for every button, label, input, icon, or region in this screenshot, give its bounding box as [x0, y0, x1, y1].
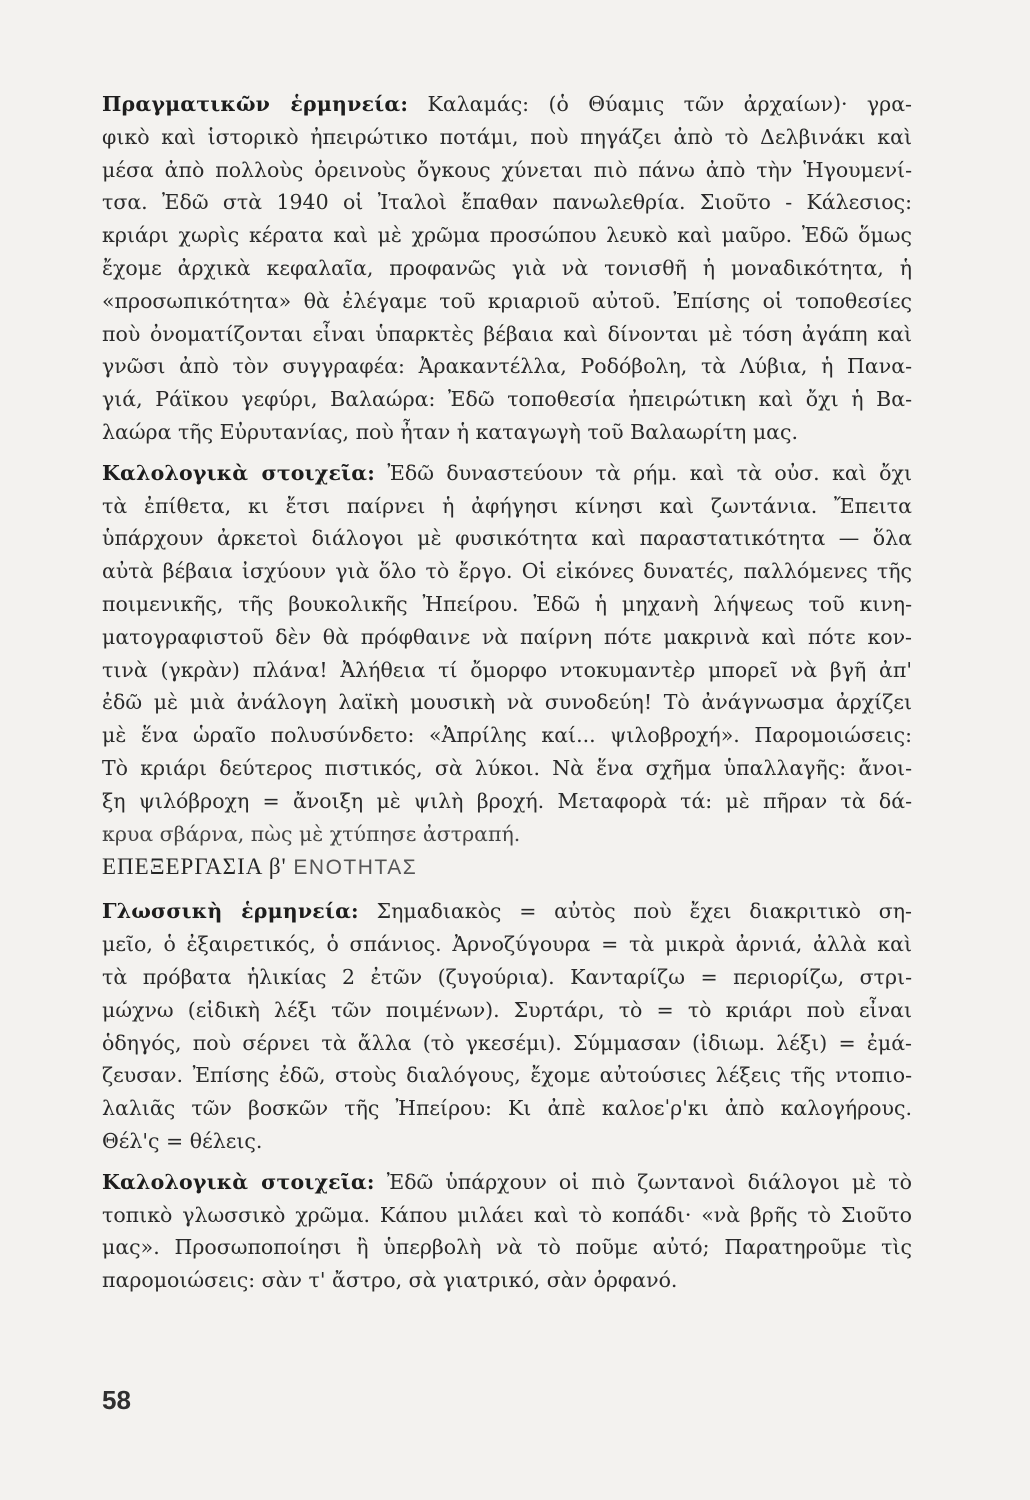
- text-line: Γλωσσικὴ ἑρμηνεία: Σημαδιακὸς = αὐτὸς ποὺ ἔχει διακριτικὸ ση-: [102, 899, 912, 924]
- section-glossiki-ermineia: [102, 895, 912, 1157]
- text-line: ποὺ ὀνοματίζονται εἶναι ὑπαρκτὲς βέβαια καὶ δίνονται μὲ τόση ἀγάπη καὶ: [102, 321, 912, 346]
- text-line: ὑπάρχουν ἀρκετοὶ διάλογοι μὲ φυσικότητα καὶ παραστατικότητα — ὅλα: [102, 526, 912, 551]
- heading-faint: ΕΝΟΤΗΤΑΣ: [293, 856, 418, 880]
- text-line: τὰ πρόβατα ἡλικίας 2 ἐτῶν (ζυγούρια). Κανταρίζω = περιορίζω, στρι-: [102, 964, 912, 989]
- text-line: μεῖο, ὁ ἐξαιρετικός, ὁ σπάνιος. Ἀρνοζύγουρα = τὰ μικρὰ ἀρνιά, ἀλλὰ καὶ: [102, 932, 912, 957]
- text-line: κριάρι χωρὶς κέρατα καὶ μὲ χρῶμα προσώπου λευκὸ καὶ μαῦρο. Ἐδῶ ὅμως: [102, 223, 912, 248]
- text-line: ἐδῶ μὲ μιὰ ἀνάλογη λαϊκὴ μουσικὴ νὰ συνοδεύη! Τὸ ἀνάγνωσμα ἀρχίζει: [102, 690, 912, 715]
- text-line: μας». Προσωποποίησι ἢ ὑπερβολὴ νὰ τὸ ποῦμε αὐτό; Παρατηροῦμε τὶς: [102, 1235, 912, 1260]
- text-line: τὰ ἐπίθετα, κι ἔτσι παίρνει ἡ ἀφήγησι κίνησι καὶ ζωντάνια. Ἔπειτα: [102, 493, 912, 518]
- heading-main: ΕΠΕΞΕΡΓΑΣΙΑ β': [102, 854, 287, 880]
- section-label: Πραγματικῶν ἑρμηνεία:: [102, 92, 409, 116]
- text-line: μώχνω (εἰδικὴ λέξι τῶν ποιμένων). Συρτάρι, τὸ = τὸ κριάρι ποὺ εἶναι: [102, 997, 912, 1022]
- section-label: Γλωσσικὴ ἑρμηνεία:: [102, 899, 359, 924]
- text-line: Θέλ'ς = θέλεις.: [102, 1128, 263, 1153]
- text-line: μέσα ἀπὸ πολλοὺς ὀρεινοὺς ὄγκους χύνεται πιὸ πάνω ἀπὸ τὴν Ἡγουμενί-: [102, 157, 912, 182]
- text-line: παρομοιώσεις: σὰν τ' ἄστρο, σὰ γιατρικό, σὰν ὀρφανό.: [102, 1268, 678, 1293]
- section-label: Καλολογικὰ στοιχεῖα:: [102, 460, 376, 485]
- text-line: «προσωπικότητα» θὰ ἐλέγαμε τοῦ κριαριοῦ αὐτοῦ. Ἐπίσης οἱ τοποθεσίες: [102, 288, 912, 313]
- section-label: Καλολογικὰ στοιχεῖα:: [102, 1169, 375, 1194]
- page-number: 58: [102, 1385, 131, 1415]
- page-content: [102, 88, 912, 1297]
- text-line: ξη ψιλόβροχη = ἄνοιξη μὲ ψιλὴ βροχή. Μεταφορὰ τά: μὲ πῆραν τὰ δά-: [102, 788, 912, 813]
- section-kalologika-stoixeia-1: [102, 457, 912, 851]
- text-line: Τὸ κριάρι δεύτερος πιστικός, σὰ λύκοι. Νὰ ἕνα σχῆμα ὑπαλλαγῆς: ἄνοι-: [102, 755, 912, 780]
- text-line: Καλολογικὰ στοιχεῖα: Ἐδῶ ὑπάρχουν οἱ πιὸ ζωντανοὶ διάλογοι μὲ τὸ: [102, 1169, 912, 1194]
- section-pragmatikon-ermineia: [102, 88, 912, 449]
- text-line: τοπικὸ γλωσσικὸ χρῶμα. Κάπου μιλάει καὶ τὸ κοπάδι· «νὰ βρῆς τὸ Σιοῦτο: [102, 1202, 912, 1227]
- text-line: γνῶσι ἀπὸ τὸν συγγραφέα: Ἀρακαντέλλα, Ροδόβολη, τὰ Λύβια, ἡ Πανα-: [102, 354, 912, 379]
- text-line: τινὰ (γκρὰν) πλάνα! Ἀλήθεια τί ὄμορφο ντοκυμαντὲρ μπορεῖ νὰ βγῆ ἀπ': [102, 657, 912, 682]
- text-line: κρυα σβάρνα, πὼς μὲ χτύπησε ἀστραπή.: [102, 821, 521, 846]
- text-line: ματογραφιστοῦ δὲν θὰ πρόφθαινε νὰ παίρνη πότε μακρινὰ καὶ πότε κον-: [102, 624, 912, 649]
- text-line: λαώρα τῆς Εὐρυτανίας, ποὺ ἦταν ἡ καταγωγὴ τοῦ Βαλαωρίτη μας.: [102, 419, 798, 444]
- text-line: Πραγματικῶν ἑρμηνεία: Καλαμάς: (ὁ Θύαμις τῶν ἀρχαίων)· γρα-: [102, 92, 912, 116]
- text-line: ποιμενικῆς, τῆς βουκολικῆς Ἠπείρου. Ἐδῶ ἡ μηχανὴ λήψεως τοῦ κινη-: [102, 591, 912, 616]
- text-line: λαλιᾶς τῶν βοσκῶν τῆς Ἠπείρου: Κι ἀπὲ καλοεˈρ'κι ἀπὸ καλογήρους.: [102, 1096, 912, 1121]
- text-line: ἔχομε ἀρχικὰ κεφαλαῖα, προφανῶς γιὰ νὰ τονισθῆ ἡ μοναδικότητα, ἡ: [102, 255, 912, 280]
- section-kalologika-stoixeia-2: [102, 1166, 912, 1297]
- text-line: ὁδηγός, ποὺ σέρνει τὰ ἄλλα (τὸ γκεσέμι). Σύμμασαν (ἰδιωμ. λέξι) = ἐμά-: [102, 1030, 912, 1055]
- text-line: αὐτὰ βέβαια ἰσχύουν γιὰ ὅλο τὸ ἔργο. Οἱ εἰκόνες δυνατές, παλλόμενες τῆς: [102, 559, 912, 584]
- text-line: Καλολογικὰ στοιχεῖα: Ἐδῶ δυναστεύουν τὰ ρήμ. καὶ τὰ οὐσ. καὶ ὄχι: [102, 460, 912, 485]
- text-line: γιά, Ράϊκου γεφύρι, Βαλαώρα: Ἐδῶ τοποθεσία ἠπειρώτικη καὶ ὄχι ἡ Βα-: [102, 387, 912, 412]
- text-line: φικὸ καὶ ἱστορικὸ ἠπειρώτικο ποτάμι, ποὺ πηγάζει ἀπὸ τὸ Δελβινάκι καὶ: [102, 124, 912, 149]
- text-line: τσα. Ἐδῶ στὰ 1940 οἱ Ἰταλοὶ ἔπαθαν πανωλεθρία. Σιοῦτο - Κάλεσιος:: [102, 190, 912, 215]
- text-line: ζευσαν. Ἐπίσης ἐδῶ, στοὺς διαλόγους, ἔχομε αὐτούσιες λέξεις τῆς ντοπιο-: [102, 1063, 912, 1088]
- text-line: μὲ ἕνα ὡραῖο πολυσύνδετο: «Ἀπρίλης καί... ψιλοβροχή». Παρομοιώσεις:: [102, 723, 912, 748]
- section-heading: [102, 850, 912, 885]
